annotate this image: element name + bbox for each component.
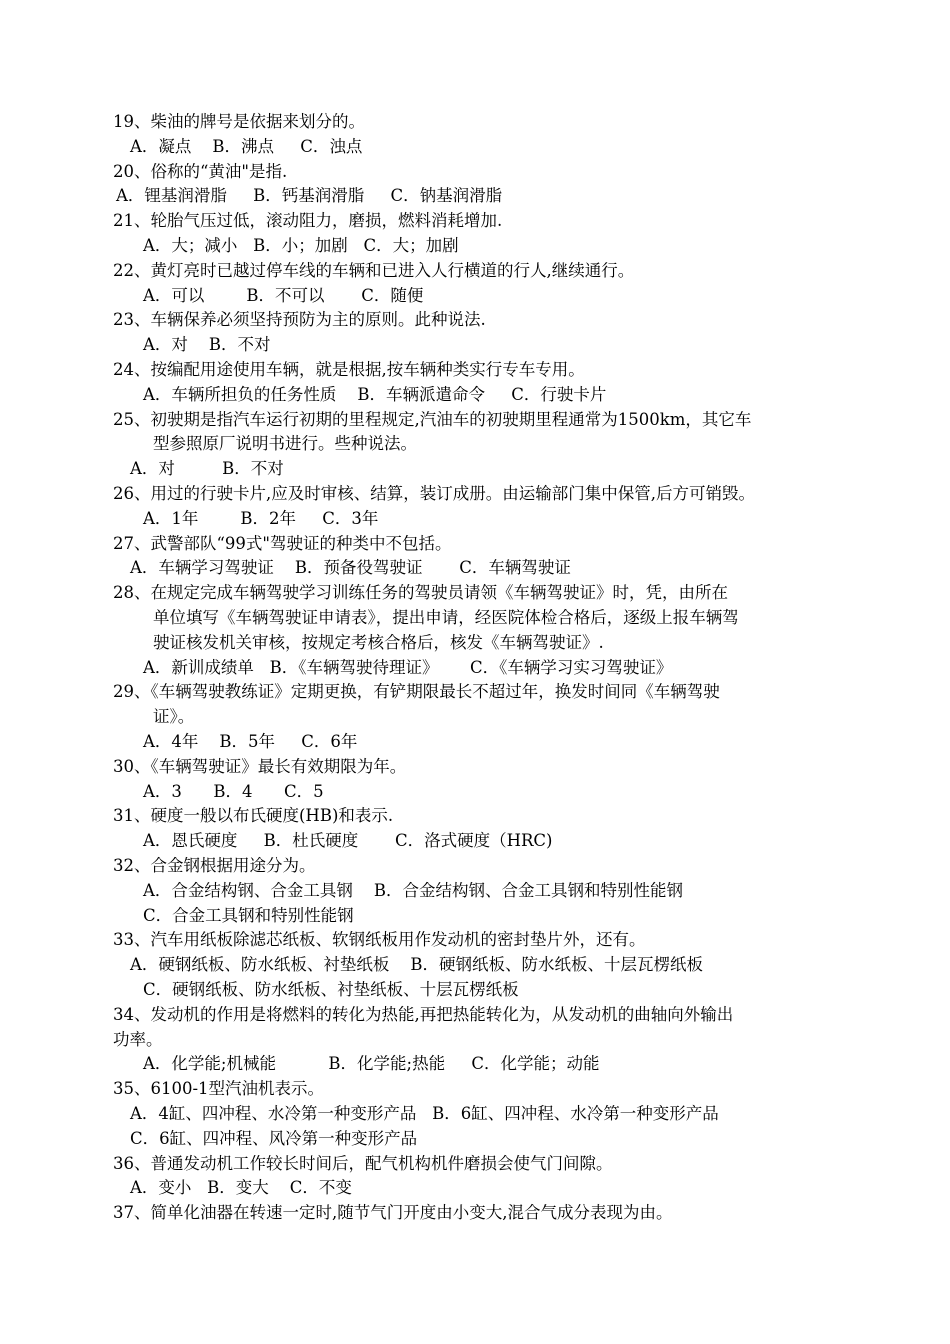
answer-options: A．车辆所担负的任务性质 B．车辆派遣命令 C．行驶卡片 <box>143 384 607 404</box>
question-text: 27、武警部队“99式"驾驶证的种类中不包括。 <box>113 533 452 553</box>
answer-options: C．6缸、四冲程、风冷第一种变形产品 <box>130 1128 418 1148</box>
answer-options: A．硬钢纸板、防水纸板、衬垫纸板 B．硬钢纸板、防水纸板、十层瓦楞纸板 <box>130 955 704 975</box>
answer-options: A．车辆学习驾驶证 B．预备役驾驶证 C．车辆驾驶证 <box>130 558 571 578</box>
question-text: 28、在规定完成车辆驾驶学习训练任务的驾驶员请领《车辆驾驶证》时，凭，由所在 <box>113 583 728 603</box>
question-text-continued: 型参照原厂说明书进行。些种说法。 <box>153 434 417 454</box>
question-text: 31、硬度一般以布氏硬度(HB)和表示. <box>113 806 394 826</box>
answer-options: A．化学能;机械能 B．化学能;热能 C．化学能；动能 <box>143 1054 600 1074</box>
question-text: 33、汽车用纸板除滤芯纸板、软钢纸板用作发动机的密封垫片外，还有。 <box>113 930 646 950</box>
question-text: 36、普通发动机工作较长时间后，配气机构机件磨损会使气门间隙。 <box>113 1153 613 1173</box>
answer-options: C．硬钢纸板、防水纸板、衬垫纸板、十层瓦楞纸板 <box>143 980 519 999</box>
question-text: 23、车辆保养必须坚持预防为主的原则。此种说法. <box>113 310 486 330</box>
question-text: 34、发动机的作用是将燃料的转化为热能,再把热能转化为，从发动机的曲轴向外输出 <box>113 1004 734 1024</box>
question-text: 37、简单化油器在转速一定时,随节气门开度由小变大,混合气成分表现为由。 <box>113 1203 673 1223</box>
answer-options: A．恩氏硬度 B．杜氏硬度 C．洛式硬度（HRC) <box>143 831 553 851</box>
question-text: 35、6100-1型汽油机表示。 <box>113 1079 325 1099</box>
answer-options: A．对 B．不对 <box>143 335 271 355</box>
answer-options: A．4缸、四冲程、水冷第一种变形产品 B．6缸、四冲程、水冷第一种变形产品 <box>130 1104 719 1123</box>
question-text: 30、《车辆驾驶证》最长有效期限为年。 <box>113 756 407 776</box>
question-text: 22、黄灯亮时已越过停车线的车辆和已进入人行横道的行人,继续通行。 <box>113 260 635 280</box>
answer-options: C．合金工具钢和特别性能钢 <box>143 905 354 925</box>
question-text-continued: 驶证核发机关审核，按规定考核合格后，核发《车辆驾驶证》. <box>153 632 604 652</box>
question-text-continued: 证》。 <box>153 707 195 727</box>
answer-options: A．1年 B．2年 C．3年 <box>143 508 379 528</box>
question-text-continued: 功率。 <box>113 1029 163 1049</box>
question-text: 19、柴油的牌号是依据来划分的。 <box>113 112 365 131</box>
answer-options: A．锂基润滑脂 B．钙基润滑脂 C．钠基润滑脂 <box>116 186 503 206</box>
question-text: 26、用过的行驶卡片,应及时审核、结算，装订成册。由运输部门集中保管,后方可销毁。 <box>113 484 755 503</box>
question-text: 29、《车辆驾驶教练证》定期更换，有铲期限最长不超过年，换发时间同《车辆驾驶 <box>113 682 720 702</box>
question-text: 24、按编配用途使用车辆，就是根据,按车辆种类实行专车专用。 <box>113 360 585 379</box>
question-text: 21、轮胎气压过低，滚动阻力，磨损，燃料消耗增加. <box>113 211 503 231</box>
answer-options: A．对 B．不对 <box>130 459 284 479</box>
answer-options: A．凝点 B．沸点 C．浊点 <box>130 136 363 156</box>
answer-options: A．变小 B．变大 C．不变 <box>130 1178 352 1198</box>
answer-options: A．4年 B．5年 C．6年 <box>143 732 358 751</box>
question-text: 32、合金钢根据用途分为。 <box>113 856 316 875</box>
question-text: 25、初驶期是指汽车运行初期的里程规定,汽油车的初驶期里程通常为1500km，其它车 <box>113 409 752 429</box>
answer-options: A．可以 B．不可以 C．随便 <box>143 285 424 305</box>
question-text: 20、俗称的“黄油"是指. <box>113 161 288 181</box>
answer-options: A．合金结构钢、合金工具钢 B．合金结构钢、合金工具钢和特别性能钢 <box>143 880 684 900</box>
answer-options: A．新训成绩单 B．《车辆驾驶待理证》 C．《车辆学习实习驾驶证》 <box>143 657 673 677</box>
answer-options: A．大；减小 B．小；加剧 C．大；加剧 <box>143 236 459 255</box>
answer-options: A．3 B．4 C．5 <box>143 781 324 801</box>
question-text-continued: 单位填写《车辆驾驶证申请表》，提出申请，经医院体检合格后，逐级上报车辆驾 <box>153 608 739 627</box>
